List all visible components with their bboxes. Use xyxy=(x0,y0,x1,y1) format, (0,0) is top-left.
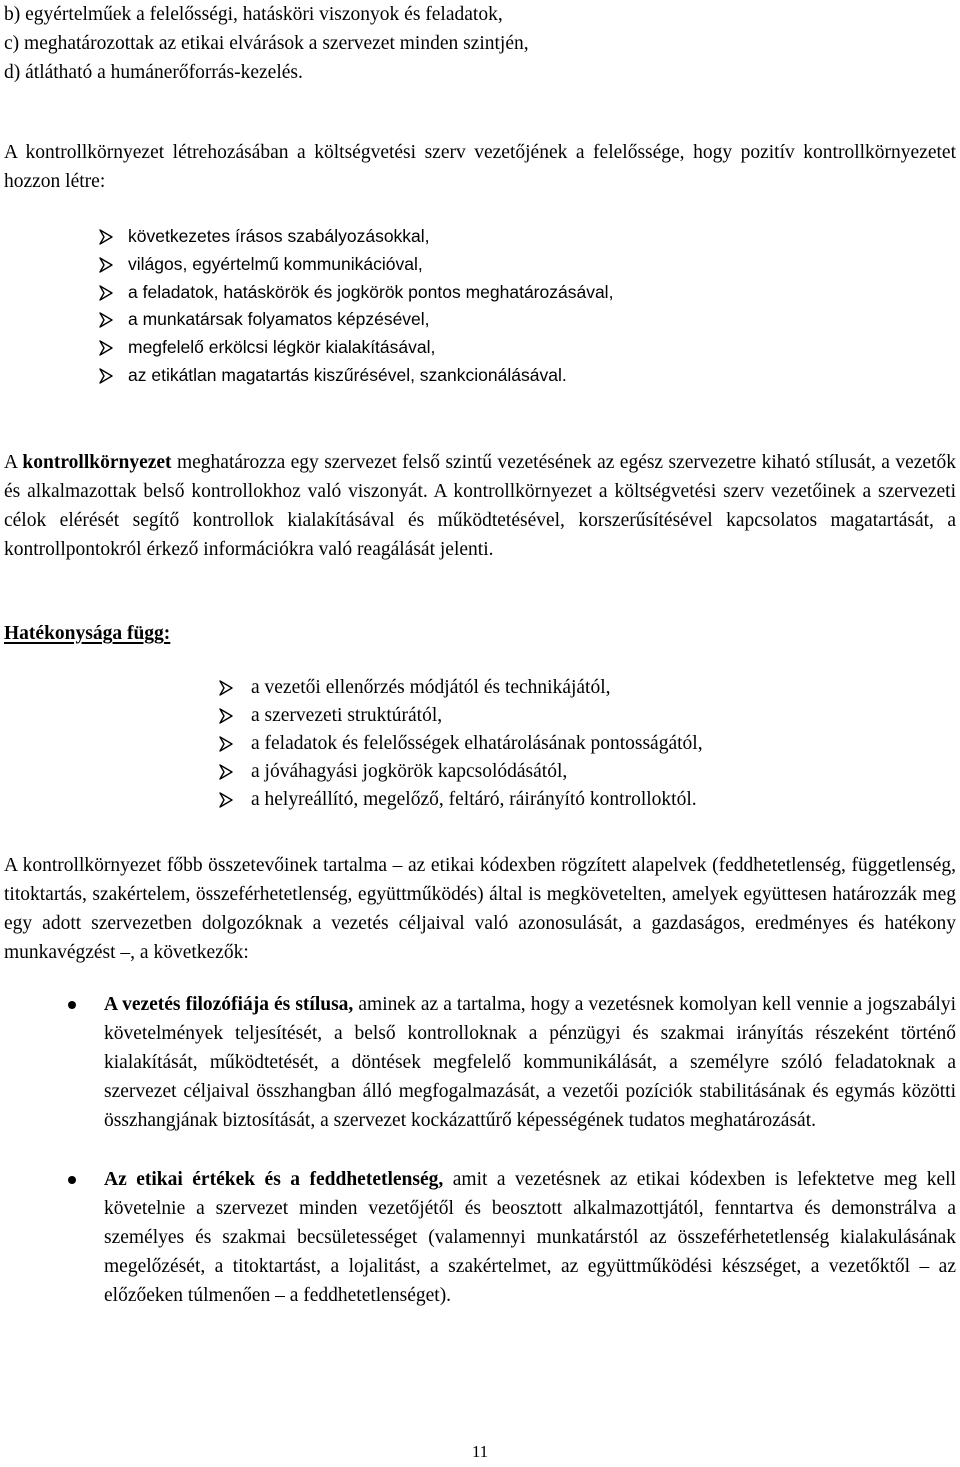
top-list-item: c) meghatározottak az etikai elvárások a szervezet minden szintjén, xyxy=(4,33,529,54)
top-list-item: d) átlátható a humánerőforrás-kezelés. xyxy=(4,62,303,83)
arrow-list-item xyxy=(0,674,952,702)
bullet-paragraph xyxy=(104,990,956,1135)
arrow-list-text: a feladatok, hatáskörök és jogkörök pontos meghatározásával, xyxy=(128,281,614,302)
components-paragraph: A kontrollkörnyezet főbb összetevőinek tartalma – az etikai kódexben rögzített alapelvek (feddhetetlenség, függetlenség, titoktartás, szakértelem, összeférhetetlenség, együttműködés) által is megkövetelten, amelyek együttesen határozzák meg egy adott szervezetben dolgozóknak a vezetés céljaival való azonosulását, a gazdaságos, eredményes és hatékony munkavégzést –, a következők: xyxy=(4,855,956,963)
arrow-bullet-icon xyxy=(98,340,114,356)
bullet-dot-icon xyxy=(68,1001,76,1009)
top-list-item: b) egyértelműek a felelősségi, hatásköri viszonyok és feladatok, xyxy=(4,4,503,25)
definition-term: kontrollkörnyezet xyxy=(22,452,172,473)
arrow-list-text: a szervezeti struktúrától, xyxy=(251,705,443,726)
bullet-item xyxy=(0,990,956,1135)
bullet-item xyxy=(0,1165,956,1310)
arrow-list-text: világos, egyértelmű kommunikációval, xyxy=(128,253,423,274)
arrow-list-item xyxy=(0,758,952,786)
arrow-list-2 xyxy=(0,674,952,814)
bullet-paragraph xyxy=(104,1165,956,1310)
arrow-bullet-icon xyxy=(218,736,234,752)
arrow-list-item xyxy=(0,730,952,758)
bullet-dot-icon xyxy=(68,1176,76,1184)
bullet-text: aminek az a tartalma, hogy a vezetésnek komolyan kell vennie a jogszabályi követelmények teljesítését, a belső kontrolloknak a pénzügyi és szakmai irányítás részeként történő kialakítását, működtetését, a döntések megfelelő kommunikálását, a személyre szóló feladatoknak a szervezet céljaival összhangban álló megfogalmazását, a vezetői pozíciók stabilitásának és egymás közötti összhangjának biztosítását, a szervezet kockázattűrő képességének tudatos meghatározását. xyxy=(104,994,956,1131)
components-block xyxy=(4,851,956,967)
arrow-bullet-icon xyxy=(218,680,234,696)
arrow-list-item xyxy=(0,334,952,362)
arrow-list-text: következetes írásos szabályozásokkal, xyxy=(128,226,430,246)
arrow-list-item xyxy=(0,786,952,814)
arrow-list-item xyxy=(0,702,952,730)
arrow-bullet-icon xyxy=(218,792,234,808)
arrow-bullet-icon xyxy=(98,257,114,273)
top-list xyxy=(4,0,956,87)
definition-body: meghatározza egy szervezet felső szintű vezetésének az egész szervezetre kiható stílusát, a vezetők és alkalmazottak belső kontrollokhoz való viszonyát. A kontrollkörnyezet a költségvetési szerv vezetőinek a szervezeti célok elérését segítő kontrollok kialakításával és működtetésével, korszerűsítésével kapcsolatos magatartását, a kontrollpontokról érkező információkra való reagálását jelenti. xyxy=(4,452,956,560)
intro-paragraph: A kontrollkörnyezet létrehozásában a költségvetési szerv vezetőjének a felelőssége, hogy pozitív kontrollkörnyezetet hozzon létre: xyxy=(4,142,956,192)
arrow-bullet-icon xyxy=(98,312,114,328)
intro-paragraph-block xyxy=(4,138,956,196)
definition-block xyxy=(4,448,956,564)
arrow-list-text: megfelelő erkölcsi légkör kialakításával, xyxy=(128,337,436,358)
bullet-bold: Az etikai értékek és a feddhetetlenség, xyxy=(104,1169,444,1190)
definition-prefix: A xyxy=(4,452,23,473)
arrow-bullet-icon xyxy=(98,285,114,301)
heading-block xyxy=(4,619,956,648)
arrow-list-item xyxy=(0,223,952,251)
bullet-text: amit a vezetésnek az etikai kódexben is lefektetve meg kell követelnie a szervezet minden vezetőjétől és beosztott alkalmazottjától, fenntartva és demonstrálva a személyes és szakmai becsületességet (valamennyi munkatárstól az összeférhetetlenség kialakulásának megelőzését, a titoktartást, a lojalitást, a szakértelmet, az együttműködési készséget, a vezetőktől – az előzőeken túlmenően – a feddhetetlenséget). xyxy=(104,1169,956,1306)
arrow-list-text: a jóváhagyási jogkörök kapcsolódásától, xyxy=(251,761,568,782)
heading-text: Hatékonysága függ: xyxy=(4,623,171,644)
bullet-list xyxy=(0,990,956,1310)
arrow-bullet-icon xyxy=(218,764,234,780)
arrow-bullet-icon xyxy=(218,708,234,724)
definition-paragraph xyxy=(4,448,956,564)
arrow-bullet-icon xyxy=(98,229,114,245)
bullet-bold: A vezetés filozófiája és stílusa, xyxy=(104,994,354,1015)
arrow-list-item xyxy=(0,362,952,390)
arrow-list-text: az etikátlan magatartás kiszűrésével, szankcionálásával. xyxy=(128,364,567,385)
arrow-list-item xyxy=(0,279,952,307)
arrow-list-text: a feladatok és felelősségek elhatárolásának pontosságától, xyxy=(251,733,703,754)
arrow-list-item xyxy=(0,251,952,279)
arrow-list-text: a munkatársak folyamatos képzésével, xyxy=(128,309,430,330)
section-heading xyxy=(4,619,956,648)
arrow-list-text: a helyreállító, megelőző, feltáró, ráirányító kontrolloktól. xyxy=(251,789,697,810)
arrow-bullet-icon xyxy=(98,368,114,384)
arrow-list-text: a vezetői ellenőrzés módjától és technikájától, xyxy=(251,677,611,698)
arrow-list-item xyxy=(0,306,952,334)
page-number: 11 xyxy=(471,1442,489,1461)
arrow-list-1 xyxy=(0,223,952,390)
